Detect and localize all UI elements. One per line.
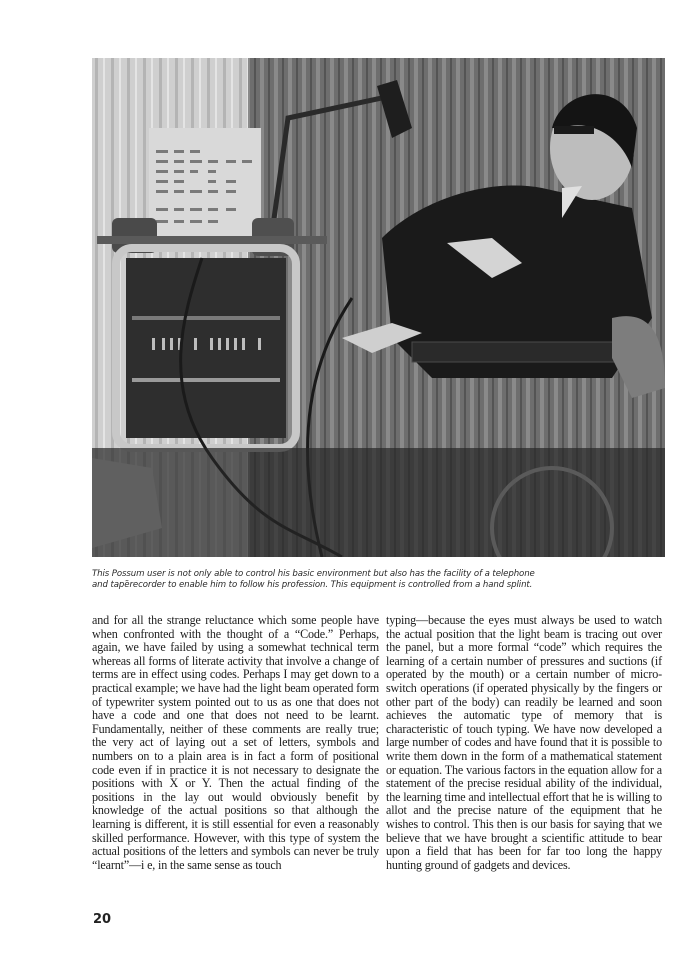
body-column-left [92, 614, 379, 872]
figure-photo [92, 58, 665, 557]
page-number: 20 [93, 912, 112, 927]
wheelchair-tray [412, 342, 622, 362]
caption-line-2: and tapẽrecorder to enable him to follow his profession. This equipment is controlled from a hand splint. [92, 580, 533, 590]
paragraph-left: and for all the strange reluctance which some people have when confronted with the thought of a “Code.” Perhaps, again, we have failed by using a somewhat technical term whereas all forms of literate activity that involve a change of terms are in effect using codes. Perhaps I may get down to a practical example; we have had the light beam operated form of typewriter system pointed out to us as one that does not have a code and one that does not need to be learnt. Fundamentally, neither of these comments are really true; the very act of laying out a set of letters, symbols and numbers on to a plain area is in fact a form of positional code even if in practice it is not necessary to designate the positions with X or Y. Then the actual finding of the positions in the lay out would obviously benefit by knowledge of the actual positions so that although the learning is different, it is still essential for even a reasonably skilled performance. However, with this type of system the actual positions of the letters and symbols can never be truly “learnt”—i e, in the same sense as touch [92, 613, 379, 872]
figure-caption [92, 569, 652, 591]
caption-line-1: This Possum user is not only able to control his basic environment but also has the facility of a telephone [92, 569, 535, 579]
body-column-right [386, 614, 662, 872]
paragraph-right: typing—because the eyes must always be used to watch the actual position that the light beam is tracing out over the panel, but a more formal “code” which requires the learning of a certain number of pressures and suctions (if operated by the mouth) or a certain number of micro-switch operations (if operated physically by the fingers or other part of the body) can readily be learned and soon achieves the automatic type of memory that is characteristic of touch typing. We have now developed a large number of codes and have found that it is possible to write them down in the form of a mathematical statement or equation. The various factors in the equation allow for a statement of the precise residual ability of the individual, the learning time and intellectual effort that he is willing to allot and the precise nature of the equipment that he wishes to control. This then is our basis for saying that we believe that we have brought a scientific attitude to bear upon a field that has been for far too long the happy hunting ground of gadgets and devices. [386, 613, 662, 872]
photo-illustration [92, 58, 665, 557]
